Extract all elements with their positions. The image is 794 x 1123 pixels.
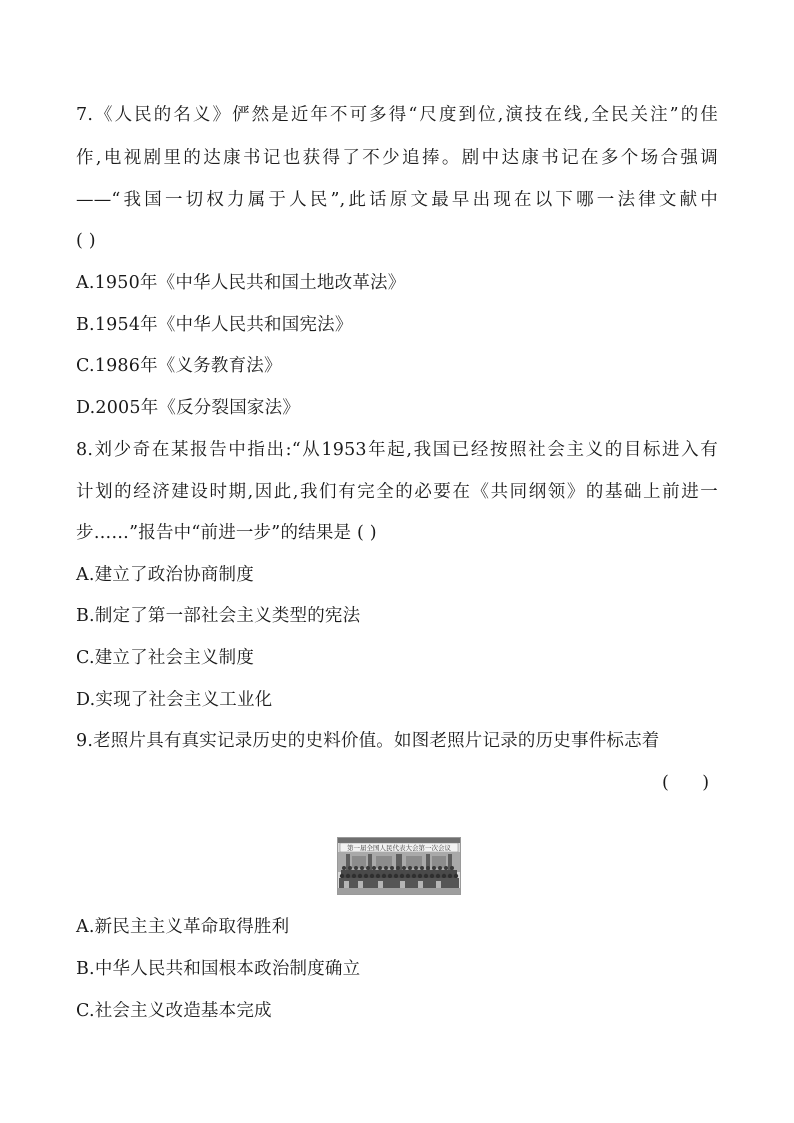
historical-photo — [337, 837, 461, 895]
q8-option-d: D.实现了社会主义工业化 — [76, 690, 273, 710]
q9-answer-bracket: ( ) — [662, 773, 710, 793]
q7-answer-bracket: ( ) — [76, 231, 96, 251]
q9-stem-line-1: 9.老照片具有真实记录历史的史料价值。如图老照片记录的历史事件标志着 — [76, 731, 660, 751]
q7-stem-line-2: 作,电视剧里的达康书记也获得了不少追捧。剧中达康书记在多个场合强调 — [76, 148, 718, 168]
q9-option-b: B.中华人民共和国根本政治制度确立 — [76, 959, 361, 979]
q8-stem-line-3: 步……”报告中“前进一步”的结果是 ( ) — [76, 523, 377, 543]
q9-option-a: A.新民主主义革命取得胜利 — [76, 917, 290, 937]
q7-stem-line-3: ——“我国一切权力属于人民”,此话原文最早出现在以下哪一法律文献中 — [76, 190, 718, 210]
q8-option-b: B.制定了第一部社会主义类型的宪法 — [76, 606, 361, 626]
historical-photo-image — [338, 838, 460, 894]
q7-option-a: A.1950年《中华人民共和国土地改革法》 — [76, 273, 406, 293]
q8-stem-line-1: 8.刘少奇在某报告中指出:“从1953年起,我国已经按照社会主义的目标进入有 — [76, 440, 718, 460]
q8-stem-line-2: 计划的经济建设时期,因此,我们有完全的必要在《共同纲领》的基础上前进一 — [76, 482, 718, 502]
q7-option-c: C.1986年《义务教育法》 — [76, 356, 282, 376]
photo-banner-text: 第一届全国人民代表大会第一次会议 — [347, 844, 451, 852]
q7-option-b: B.1954年《中华人民共和国宪法》 — [76, 315, 353, 335]
q7-option-d: D.2005年《反分裂国家法》 — [76, 398, 301, 418]
q7-stem-line-1: 7.《人民的名义》俨然是近年不可多得“尺度到位,演技在线,全民关注”的佳 — [76, 105, 718, 125]
q9-option-c: C.社会主义改造基本完成 — [76, 1001, 272, 1021]
q8-option-c: C.建立了社会主义制度 — [76, 648, 255, 668]
q8-option-a: A.建立了政治协商制度 — [76, 565, 254, 585]
